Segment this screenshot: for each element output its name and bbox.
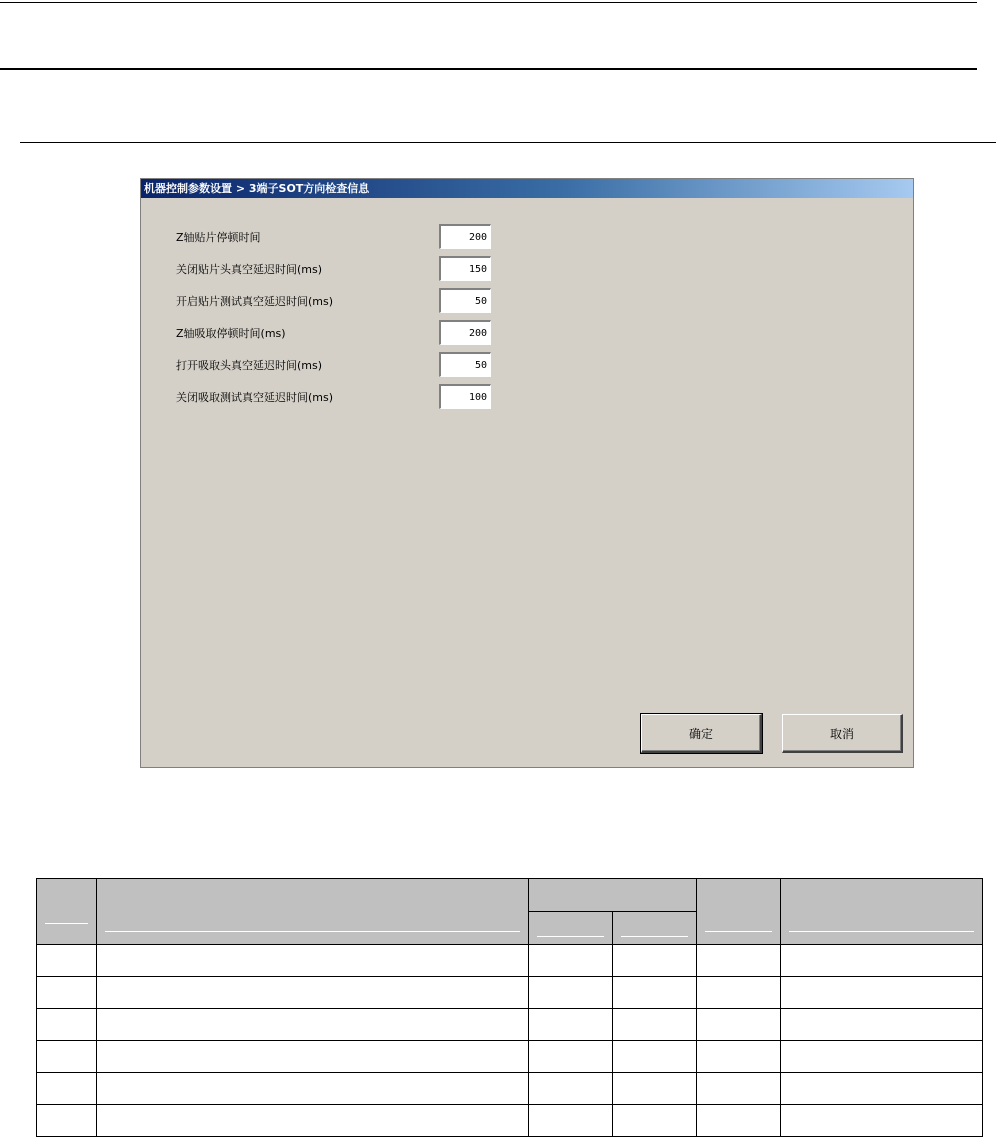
table-header-cell	[781, 879, 983, 945]
table-row	[37, 945, 983, 977]
param-label-z-place-dwell: Z轴贴片停顿时间	[176, 231, 261, 244]
table-header-cell	[97, 879, 529, 945]
param-field-place-test-vacuum-on-delay[interactable]	[439, 288, 491, 313]
param-label-pick-test-vacuum-off-delay: 关闭吸取测试真空延迟时间(ms)	[176, 391, 334, 404]
document-table	[36, 878, 983, 1137]
table-row	[37, 1073, 983, 1105]
param-label-place-head-vacuum-off-delay: 关闭贴片头真空延迟时间(ms)	[176, 263, 323, 276]
table-header-cell	[613, 912, 697, 945]
top-rule	[0, 2, 977, 3]
table-row	[37, 1041, 983, 1073]
table-header-cell	[37, 879, 97, 945]
param-label-pick-head-vacuum-on-delay: 打开吸取头真空延迟时间(ms)	[176, 359, 323, 372]
table-header-cell	[529, 912, 613, 945]
dialog-title: 机器控制参数设置 > 3端子SOT方向检查信息	[141, 179, 913, 198]
param-field-pick-test-vacuum-off-delay[interactable]	[439, 384, 491, 409]
table-header-cell	[697, 879, 781, 945]
cancel-button[interactable]: 取消	[782, 714, 903, 753]
ok-button[interactable]: 确定	[641, 714, 762, 753]
parameter-dialog	[140, 178, 914, 768]
param-field-pick-head-vacuum-on-delay[interactable]	[439, 352, 491, 377]
param-label-z-pick-dwell: Z轴吸取停顿时间(ms)	[176, 327, 286, 340]
param-label-place-test-vacuum-on-delay: 开启贴片测试真空延迟时间(ms)	[176, 295, 334, 308]
header-rule	[0, 68, 977, 70]
table-row	[37, 977, 983, 1009]
param-field-z-place-dwell[interactable]	[439, 224, 491, 249]
table-row	[37, 1105, 983, 1137]
section-rule	[20, 142, 996, 143]
param-field-z-pick-dwell[interactable]	[439, 320, 491, 345]
table-header-cell	[529, 879, 697, 912]
table-row	[37, 1009, 983, 1041]
param-field-place-head-vacuum-off-delay[interactable]	[439, 256, 491, 281]
